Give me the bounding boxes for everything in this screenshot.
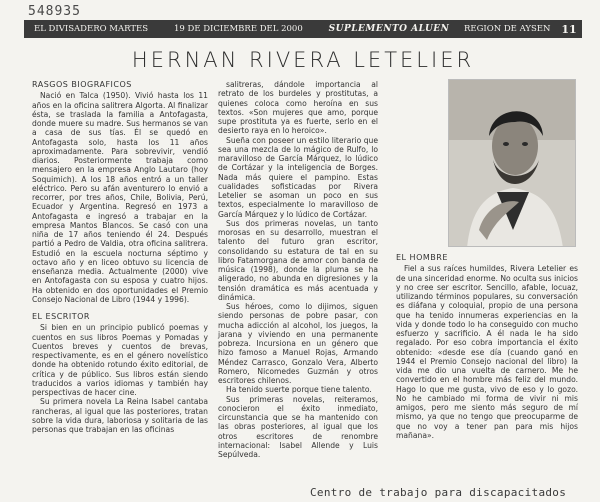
- section-heading-writer: EL ESCRITOR: [32, 312, 90, 321]
- masthead-region: REGION DE AYSEN: [464, 24, 551, 34]
- masthead-page-number: 11: [561, 22, 577, 36]
- masthead-bar: [24, 20, 582, 38]
- writer-paragraph: Si bien en un principio publicó poemas y cuentos en sus libros Poemas y Pomadas y Cuentos breves y cuentos de brevas, respectivamente, es en el género novelístico donde ha obtenido rotundo éxito editorial, de crítica y de público. Sus libros están siendo traducidos a varios idiomas y también hay perspectivas de hacer cine.: [32, 323, 208, 397]
- masthead-date: 19 DE DICIEMBRE DEL 2000: [174, 24, 303, 34]
- article-column-2: [218, 80, 378, 459]
- section-heading-bio: RASGOS BIOGRAFICOS: [32, 80, 132, 89]
- masthead-paper-name: EL DIVISADERO MARTES: [34, 24, 149, 34]
- column-2-paragraph: Sus primeras novelas, reiteramos, conocieron el éxito inmediato, circunstancia que se ha mantenido con las obras posteriores, al igual que los otros escritores de renombre internacional: Isabel Allende y Luis Sepúlveda.: [218, 394, 378, 459]
- column-2-paragraph: salitreras, dándole importancia al retrato de los burdeles y prostitutas, a quienes coloca como heroína en sus textos. «Son mujeres que amo, porque supe prostituta ya es fuerte, serlo en el desierto raya en lo heroico».: [218, 80, 378, 136]
- column-2-paragraph: Sus héroes, como lo dijimos, siguen siendo personas de pobre pasar, con mucha adicción al alcohol, los juegos, la jarana y viviendo en una permanente pobreza. Incursiona en un género que hizo famoso a Manuel Rojas, Armando Méndez Carrasco, Gonzalo Vera, Alberto Romero, Nicomedes Guzmán y otros escritores chilenos.: [218, 302, 378, 385]
- article-column-3: [396, 253, 578, 440]
- column-2-paragraph: Sus dos primeras novelas, un tanto morosas en su desarrollo, muestran el talento del futuro gran escritor, consolidando su estatura de tal en su libro Fatamorgana de amor con banda de música (1998), donde la pluma se ha aligerado, no abunda en digresiones y la tensión dramática es más acentuada y dinámica.: [218, 218, 378, 302]
- article-headline: HERNAN RIVERA LETELIER: [131, 48, 475, 72]
- section-heading-man: EL HOMBRE: [396, 253, 448, 262]
- column-3-paragraph: Fiel a sus raíces humildes, Rivera Letelier es de una sinceridad enorme. No oculta sus inicios y no cree ser escritor. Sencillo, afable, locuaz, utilizando términos populares, su conversación es diáfana y coloquial, propio de una persona que ha tenido innumeras experiencias en la vida y donde todo lo ha conseguido con mucho esfuerzo y sacrificio. A él nada le ha sido regalado. Por eso cobra importancia el éxito obtenido: «desde ese día (cuando ganó en 1944 el Premio Consejo nacional del libro) la vida me dio una vuelta de carnero. Me he convertido en el hombre más feliz del mundo. Hago lo que me gusta, vivo de eso y lo gozo. No he cambiado mi forma de vivir ni mis amigos, pero me siento más seguro de mí mismo, ya que no tengo que preocuparme de que no voy a tener pan para mis hijos mañana».: [396, 264, 578, 440]
- column-2-paragraph: Sueña con poseer un estilo literario que sea una mezcla de lo mágico de Rulfo, lo maravilloso de García Márquez, lo lúdico de Cortázar y la inteligencia de Borges. Nada más quiere el pampino. Estas cualidades sofisticadas por Rivera Letelier se asoman un poco en sus textos, especialmente lo maravilloso de García Márquez y lo lúdico de Cortázar.: [218, 135, 378, 219]
- article-column-1: [32, 80, 208, 434]
- masthead-supplement: SUPLEMENTO ALUEN: [328, 24, 450, 34]
- column-2-paragraph: Ha tenido suerte porque tiene talento.: [226, 385, 372, 395]
- author-portrait-photo: [448, 79, 576, 247]
- archive-id-handwritten: 548935: [28, 4, 81, 19]
- writer-paragraph: Su primera novela La Reina Isabel cantaba rancheras, al igual que las posteriores, tratan sobre la vida dura, laboriosa y solitaria de las personas que trabajan en las oficinas: [32, 397, 208, 434]
- bottom-caption-text: Centro de trabajo para discapacitados: [310, 486, 567, 499]
- author-portrait-illustration: [449, 80, 576, 247]
- bio-paragraph: Nació en Talca (1950). Vivió hasta los 11 años en la oficina salitrera Algorta. Al finalizar ésta, se traslada la familia a Antofagasta, donde muere su madre. Sus hermanos se van a casa de sus tías. Él se quedó en Antofagasta solo, hasta los 11 años aproximadamente. Para sobrevivir, vendió diarios. Posteriormente trabaja como mensajero en la empresa Anglo Lautaro (hoy Soquimich). A los 18 años entró a un taller eléctrico. Pero su afán aventurero lo envió a recorrer, por tres años, Chile, Bolivia, Perú, Ecuador y Argentina. Regresó en 1973 a Antofagasta e ingresó a trabajar en la empresa Mantos Blancos. Se casó con una niña de 17 años teniendo él 24. Después partió a Pedro de Valdia, otra oficina salitrera. Estudió en la escuela nocturna séptimo y octavo año y en liceo obtuvo su licencia de enseñanza media. Actualmente (2000) vive en Antofagasta con su esposa y cuatro hijos. Ha obtenido en dos oportunidades el Premio Consejo Nacional de Libro (1944 y 1996).: [32, 91, 208, 304]
